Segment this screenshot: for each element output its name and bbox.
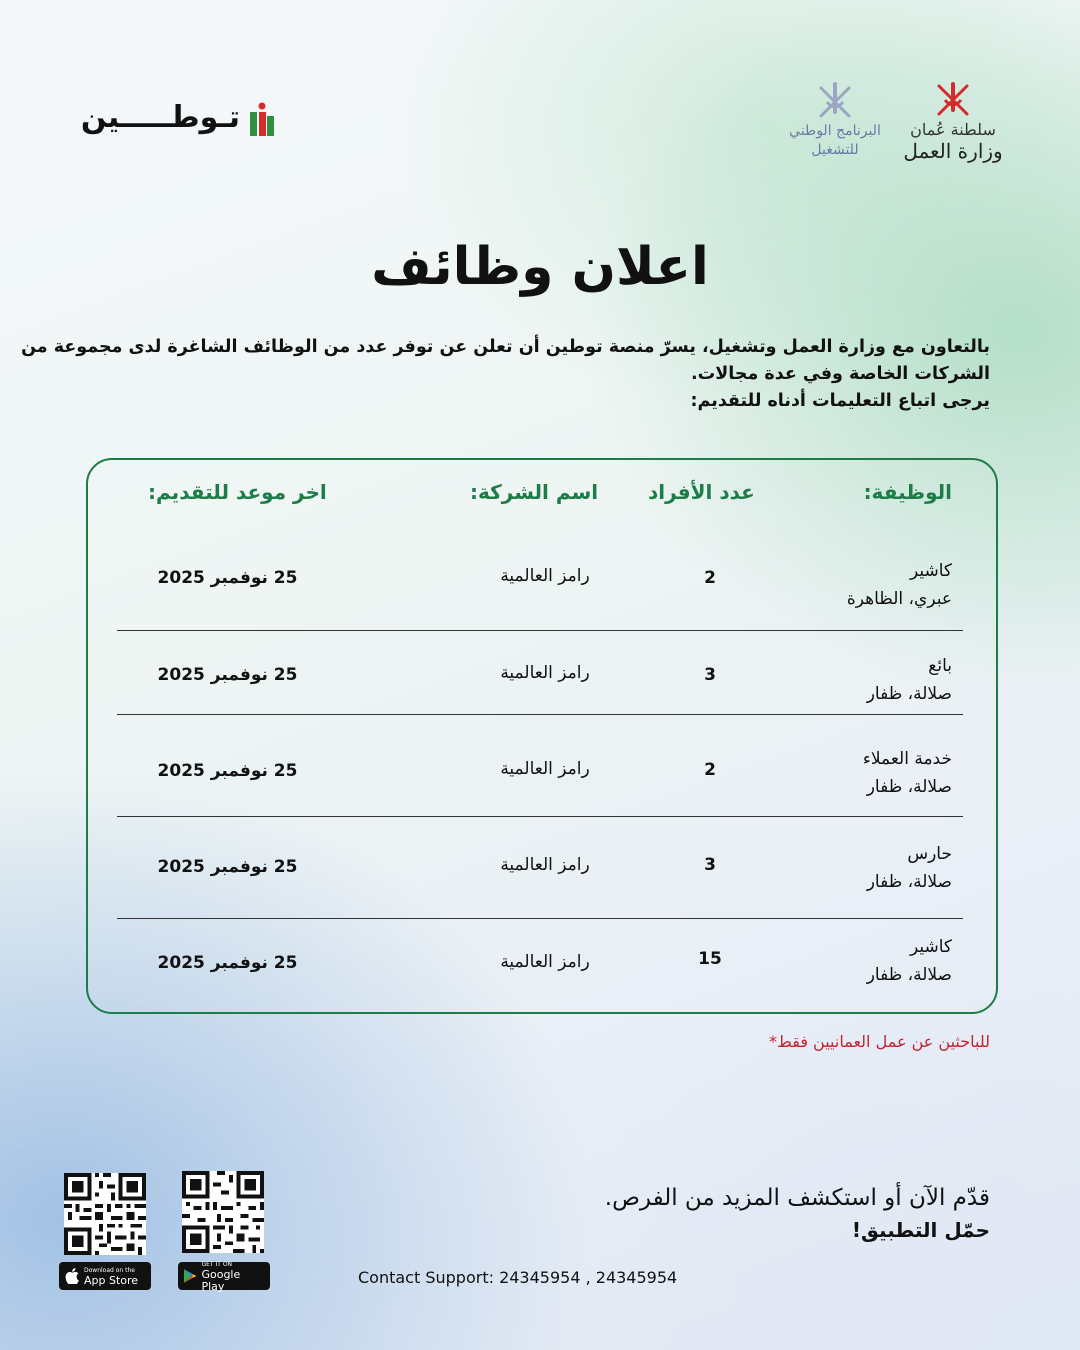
ministry-line1: سلطنة عُمان bbox=[910, 120, 996, 139]
eligibility-note: للباحثين عن عمل العمانيين فقط* bbox=[769, 1032, 990, 1051]
intro-line-2: الشركات الخاصة وفي عدة مجالات. bbox=[691, 364, 990, 384]
download-app-text: حمّل التطبيق! bbox=[851, 1218, 990, 1242]
tawteen-logo bbox=[80, 96, 292, 148]
row-4-job-title: حارس bbox=[907, 844, 952, 864]
qr-code-icon[interactable] bbox=[64, 1173, 146, 1255]
table-row-4-job bbox=[712, 840, 952, 896]
header-deadline: اخر موعد للتقديم: bbox=[148, 480, 327, 504]
row-5-job-location: صلالة، ظفار bbox=[866, 965, 952, 985]
row-5-job-title: كاشير bbox=[909, 937, 952, 957]
qr-code-icon[interactable] bbox=[182, 1171, 264, 1253]
row-4-count: 3 bbox=[704, 855, 716, 875]
row-2-deadline: 25 نوفمبر 2025 bbox=[157, 665, 298, 685]
national-program-emblem-icon bbox=[815, 80, 855, 120]
row-4-deadline: 25 نوفمبر 2025 bbox=[157, 857, 298, 877]
app-store-badge[interactable] bbox=[59, 1262, 151, 1290]
row-divider bbox=[117, 630, 963, 631]
header-job: الوظيفة: bbox=[863, 480, 952, 504]
table-row-2-job bbox=[712, 652, 952, 708]
cta-text: قدّم الآن أو استكشف المزيد من الفرص. bbox=[604, 1185, 990, 1211]
page-title: اعلان وظائف bbox=[371, 237, 709, 297]
row-4-company: رامز العالمية bbox=[500, 855, 590, 875]
table-row-1-job bbox=[712, 557, 952, 613]
oman-emblem-icon bbox=[933, 80, 973, 118]
google-play-big-text: Google Play bbox=[201, 1267, 241, 1293]
row-divider bbox=[117, 918, 963, 919]
row-5-count: 15 bbox=[698, 949, 722, 969]
row-3-job-location: صلالة، ظفار bbox=[866, 777, 952, 797]
google-play-badge[interactable] bbox=[178, 1260, 270, 1293]
jobs-table bbox=[86, 458, 998, 1014]
row-divider bbox=[117, 714, 963, 715]
row-4-job-location: صلالة، ظفار bbox=[866, 872, 952, 892]
app-store-big-text: App Store bbox=[84, 1273, 139, 1287]
ministry-logo bbox=[898, 80, 1008, 163]
row-5-deadline: 25 نوفمبر 2025 bbox=[157, 953, 298, 973]
apple-icon bbox=[65, 1268, 79, 1284]
row-1-company: رامز العالمية bbox=[500, 566, 590, 586]
contact-support: Contact Support: 24345954 , 24345954 bbox=[358, 1268, 678, 1287]
row-1-deadline: 25 نوفمبر 2025 bbox=[157, 568, 298, 588]
header-company: اسم الشركة: bbox=[470, 480, 599, 504]
intro-text bbox=[21, 334, 990, 415]
row-3-count: 2 bbox=[704, 760, 716, 780]
row-divider bbox=[117, 816, 963, 817]
google-play-icon bbox=[184, 1269, 196, 1283]
app-store-small-text: Download on the bbox=[84, 1266, 135, 1274]
row-3-deadline: 25 نوفمبر 2025 bbox=[157, 761, 298, 781]
program-line2: للتشغيل bbox=[811, 142, 859, 158]
tawteen-logo-mark bbox=[250, 102, 274, 136]
table-row-3-job bbox=[712, 745, 952, 801]
intro-line-1: بالتعاون مع وزارة العمل وتشغيل، يسرّ منصة توطين أن تعلن عن توفر عدد من الوظائف الشاغرة لدى مجموعة من bbox=[21, 337, 990, 357]
row-2-job-title: بائع bbox=[928, 656, 952, 676]
row-1-job-title: كاشير bbox=[909, 561, 952, 581]
row-3-company: رامز العالمية bbox=[500, 759, 590, 779]
row-1-job-location: عبري، الظاهرة bbox=[846, 589, 952, 609]
row-5-company: رامز العالمية bbox=[500, 952, 590, 972]
intro-line-3: يرجى اتباع التعليمات أدناه للتقديم: bbox=[690, 391, 990, 411]
row-3-job-title: خدمة العملاء bbox=[862, 749, 952, 769]
header-count: عدد الأفراد bbox=[648, 480, 755, 504]
brand-name: تـوطـــــين bbox=[80, 100, 240, 135]
row-2-job-location: صلالة، ظفار bbox=[866, 684, 952, 704]
ministry-line2: وزارة العمل bbox=[903, 139, 1003, 163]
national-program-logo bbox=[780, 80, 890, 160]
row-2-company: رامز العالمية bbox=[500, 663, 590, 683]
row-1-count: 2 bbox=[704, 568, 716, 588]
table-row-5-job bbox=[712, 933, 952, 989]
row-2-count: 3 bbox=[704, 665, 716, 685]
program-line1: البرنامج الوطني bbox=[789, 123, 881, 139]
google-play-small-text: GET IT ON bbox=[201, 1260, 233, 1268]
